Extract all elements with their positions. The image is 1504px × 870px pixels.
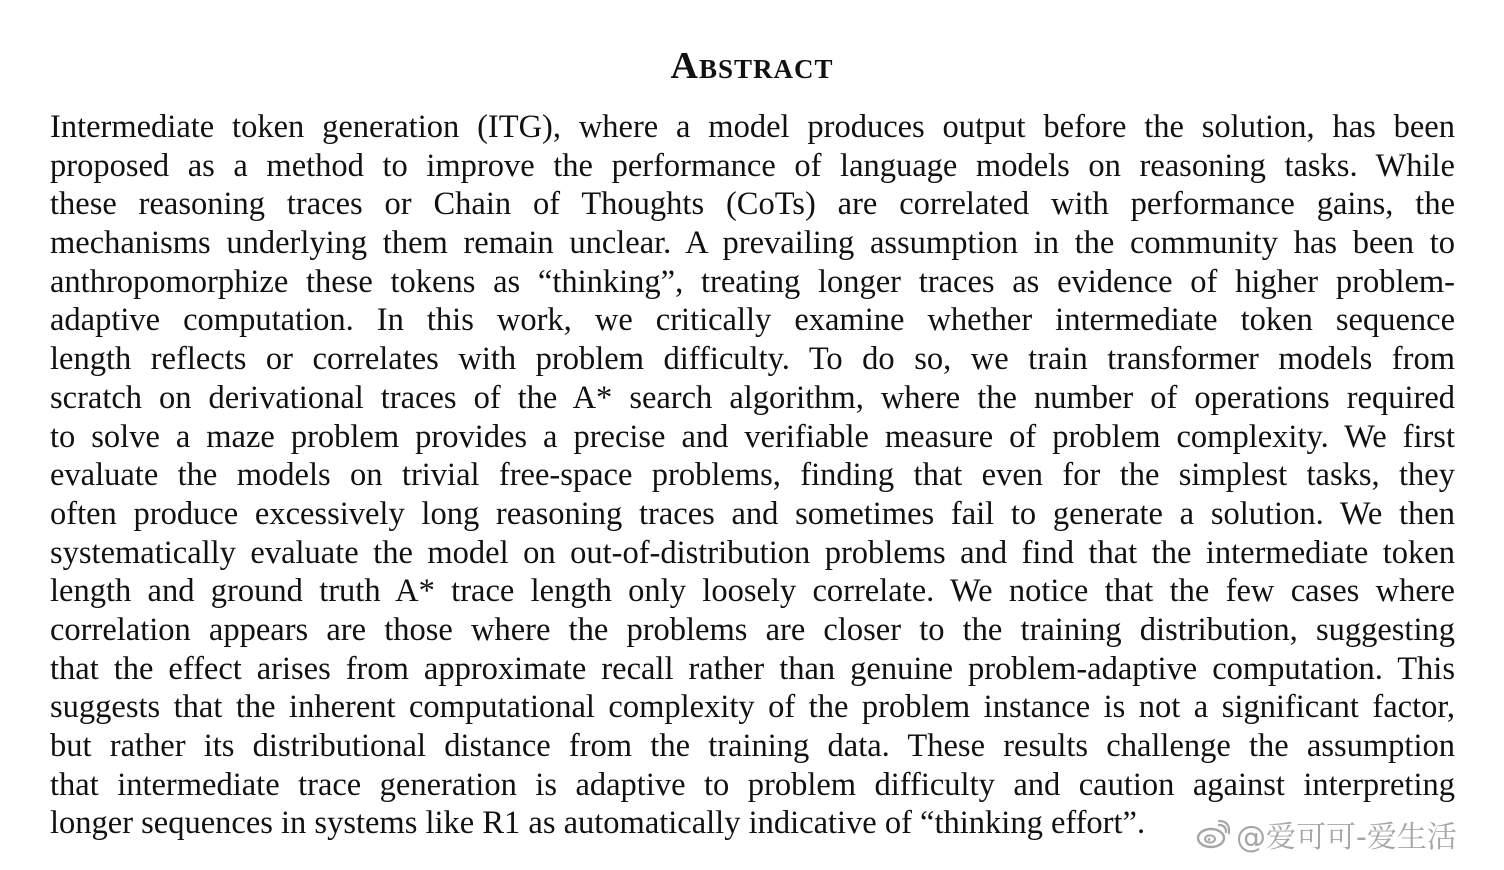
abstract-heading: Abstract — [670, 45, 834, 87]
watermark-text: @爱可可-爱生活 — [1236, 820, 1457, 855]
abstract-line: scratch on derivational traces of the A* search algorithm, where the number of operations required — [50, 379, 1455, 416]
abstract-line: longer sequences in systems like R1 as automatically indicative of “thinking effort”. — [50, 805, 1146, 842]
abstract-line: Intermediate token generation (ITG), where a model produces output before the solution, has been — [50, 109, 1455, 145]
abstract-line: systematically evaluate the model on out-of-distribution problems and find that the intermediate token — [50, 534, 1455, 571]
abstract-line: evaluate the models on trivial free-space problems, finding that even for the simplest tasks, they — [50, 457, 1455, 494]
abstract-line: often produce excessively long reasoning traces and sometimes fail to generate a solution. We then — [50, 495, 1455, 532]
abstract-line: that intermediate trace generation is adaptive to problem difficulty and caution against interpreting — [50, 766, 1455, 803]
weibo-logo-icon — [1196, 819, 1230, 849]
abstract-line: these reasoning traces or Chain of Thoughts (CoTs) are correlated with performance gains, the — [50, 186, 1455, 223]
watermark — [1196, 812, 1457, 856]
abstract-line: correlation appears are those where the problems are closer to the training distribution, suggesting — [50, 611, 1455, 648]
abstract-line: anthropomorphize these tokens as “thinking”, treating longer traces as evidence of higher problem- — [50, 263, 1455, 300]
abstract-line: mechanisms underlying them remain unclear. A prevailing assumption in the community has been to — [50, 225, 1455, 262]
abstract-line: length reflects or correlates with problem difficulty. To do so, we train transformer models from — [50, 341, 1455, 378]
abstract-line: proposed as a method to improve the performance of language models on reasoning tasks. While — [50, 147, 1455, 184]
abstract-line: to solve a maze problem provides a precise and verifiable measure of problem complexity. We first — [50, 418, 1455, 455]
abstract-line: suggests that the inherent computational complexity of the problem instance is not a significant factor, — [50, 689, 1455, 726]
abstract-line: that the effect arises from approximate recall rather than genuine problem-adaptive computation. This — [50, 650, 1455, 687]
abstract-line: adaptive computation. In this work, we critically examine whether intermediate token sequence — [50, 302, 1455, 339]
abstract-line: but rather its distributional distance from the training data. These results challenge the assumption — [50, 728, 1455, 764]
abstract-body — [50, 108, 1455, 843]
abstract-line: length and ground truth A* trace length only loosely correlate. We notice that the few cases where — [50, 573, 1455, 610]
